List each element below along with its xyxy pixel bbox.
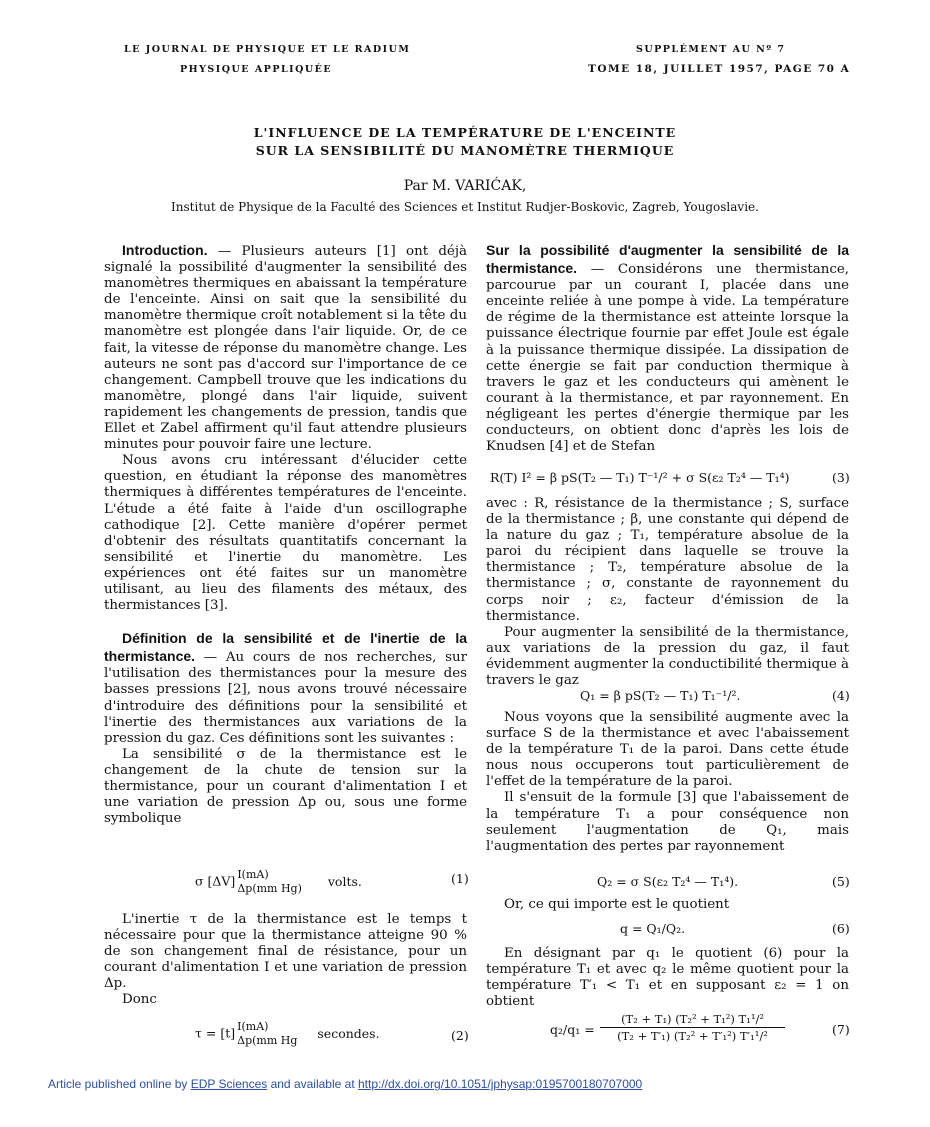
footer: Article published online by EDP Sciences and available at http://dx.doi.org/10.1051/jphysap:0195700180707000: [48, 1077, 643, 1091]
publisher-link[interactable]: EDP Sciences: [190, 1077, 268, 1091]
doi-link[interactable]: http://dx.doi.org/10.1051/jphysap:0195700180707000: [357, 1077, 643, 1091]
equation-3: R(T) I² = β pS(T₂ — T₁) T⁻¹/² + σ S(ε₂ T₂⁴ — T₁⁴): [490, 470, 790, 485]
article-title-line2: SUR LA SENSIBILITÉ DU MANOMÈTRE THERMIQUE: [255, 143, 675, 158]
institution: Institut de Physique de la Faculté des Sciences et Institut Rudjer-Boskovic, Zagreb, Yougoslavie.: [171, 200, 759, 214]
left-column-lower: [104, 912, 467, 1009]
definition-paragraph-2: La sensibilité σ de la thermistance est le changement de la chute de tension sur la thermistance, pour un courant d'alimentation I et une variation de pression Δp ou, sous une forme symbolique: [104, 746, 467, 827]
donc-text: Donc: [122, 992, 157, 1008]
inertia-paragraph: L'inertie τ de la thermistance est le temps t nécessaire pour que la thermistance atteigne 90 % de son changement final de résistance, pour un courant d'alimentation I et une variation de pression Δp.: [104, 912, 467, 992]
right-paragraph-1: — Considérons une thermistance, parcourue par un courant I, placée dans une enceinte reliée à une pompe à vide. La température de régime de la thermistance est atteinte lorsque la puissance électrique fournie par effet Joule est égale à la puissance thermique dissipée. La dissipation de cette énergie se fait par conduction thermique à travers le gaz et les conducteurs qui amènent le courant à la thermistance, et par rayonnement. En négligeant les pertes d'énergie thermique par les conducteurs, on obtient donc d'après les lois de Knudsen [4] et de Stefan: [486, 262, 849, 455]
definition-paragraph-1: — Au cours de nos recherches, sur l'utilisation des thermistances pour la mesure des basses pressions [2], nous avons trouvé nécessaire d'introduire des définitions pour la sensibilité et l'inertie des thermistances aux variations de la pression du gaz. Ces définitions sont les suivantes :: [104, 650, 467, 746]
possibility-heading: Sur la possibilité d'augmenter la sensibilité de la thermistance.: [486, 242, 849, 277]
right-paragraph-4: Nous voyons que la sensibilité augmente avec la surface S de la thermistance et avec l'abaissement de la température T₁ de la paroi. Dans cette étude nous nous occuperons tout particulièrement de l'effet de la température de la paroi.: [486, 710, 849, 790]
equation-5-number: (5): [832, 874, 850, 889]
equation-1-number: (1): [451, 871, 469, 886]
equation-6-number: (6): [832, 921, 850, 936]
volume-info: TOME 18, JUILLET 1957, PAGE 70 A: [588, 63, 851, 75]
article-title-line1: L'INFLUENCE DE LA TEMPÉRATURE DE L'ENCEINTE: [253, 125, 677, 140]
right-paragraph-7: En désignant par q₁ le quotient (6) pour la température T₁ et avec q₂ le même quotient pour la température T′₁ < T₁ et en supposant ε₂ = 1 on obtient: [486, 946, 849, 1010]
right-column-bottom: [486, 946, 849, 1010]
equation-2: τ = [t] I(mA) Δp(mm Hg secondes.: [195, 1020, 380, 1047]
journal-subtitle: PHYSIQUE APPLIQUÉE: [180, 64, 333, 75]
equation-4: Q₁ = β pS(T₂ — T₁) T₁⁻¹/².: [580, 688, 741, 703]
equation-5: Q₂ = σ S(ε₂ T₂⁴ — T₁⁴).: [597, 874, 739, 889]
equation-3-number: (3): [832, 470, 850, 485]
right-paragraph-6: Or, ce qui importe est le quotient: [504, 897, 730, 912]
equation-1: σ [ΔV] I(mA) Δp(mm Hg) volts.: [195, 868, 362, 895]
equation-7-lhs: q₂/q₁ =: [550, 1022, 595, 1037]
right-column: [486, 242, 849, 455]
equation-7-number: (7): [832, 1022, 850, 1037]
intro-heading: Introduction.: [122, 242, 208, 258]
right-quotient-text: [486, 897, 849, 913]
right-paragraph-2: avec : R, résistance de la thermistance ; S, surface de la thermistance ; β, une constante qui dépend de la nature du gaz ; T₁, température absolue de la paroi du récipient dans laquelle se trouve la thermistance ; T₂, température absolue de la thermistance ; σ, constante de rayonnement du corps noir ; ε₂, facteur d'émission de la thermistance.: [486, 496, 849, 624]
intro-paragraph-2: Nous avons cru intéressant d'élucider cette question, en étudiant la réponse des manomètres thermiques à différentes températures de l'enceinte. L'étude a été faite à l'aide d'un oscillographe cathodique [2]. Cette manière d'opérer permet d'obtenir des résultats quantitatifs concernant la sensibilité et l'inertie du manomètre. Les expériences ont été faites sur un manomètre utilisant, au lieu des filaments des métaux, des thermistances [3].: [104, 453, 467, 614]
journal-name: LE JOURNAL DE PHYSIQUE ET LE RADIUM: [124, 44, 411, 55]
right-paragraph-5: Il s'ensuit de la formule [3] que l'abaissement de la température T₁ a pour conséquence non seulement l'augmentation de Q₁, mais l'augmentation des pertes par rayonnement: [486, 790, 849, 854]
right-paragraph-3: Pour augmenter la sensibilité de la thermistance, aux variations de la pression du gaz, il faut évidemment augmenter la conductibilité thermique à travers le gaz: [486, 624, 849, 689]
equation-6: q = Q₁/Q₂.: [620, 921, 686, 936]
equation-4-number: (4): [832, 688, 850, 703]
intro-paragraph-1: — Plusieurs auteurs [1] ont déjà signalé la possibilité d'augmenter la sensibilité des manomètres thermiques en abaissant la température de l'enceinte. Ainsi on sait que la sensibilité du manomètre thermique croît notablement si la tête du manomètre est plongée dans l'air liquide. Or, de ce fait, la vitesse de réponse du manomètre change. Les auteurs ne sont pas d'accord sur l'importance de ce changement. Campbell trouve que les indications du manomètre, plongé dans l'air liquide, suivent rapidement les changements de pression, tandis que Ellet et Zabel affirment qu'il faut attendre plusieurs minutes pour pouvoir faire une lecture.: [104, 244, 467, 453]
right-column-lower: [486, 710, 849, 855]
supplement-label: SUPPLÉMENT AU Nº 7: [636, 44, 786, 55]
equation-7-denominator: (T₂ + T′₁) (T₂² + T′₁²) T′₁¹/²: [617, 1029, 768, 1043]
equation-7-numerator: (T₂ + T₁) (T₂² + T₁²) T₁¹/²: [600, 1012, 785, 1028]
left-column: [104, 242, 467, 827]
author: Par M. VARIĆAK,: [403, 178, 527, 194]
equation-7-fraction: [600, 1012, 785, 1043]
definition-heading: Définition de la sensibilité et de l'inertie de la thermistance.: [104, 630, 467, 665]
equation-2-number: (2): [451, 1028, 469, 1043]
right-column-mid: [486, 496, 849, 689]
